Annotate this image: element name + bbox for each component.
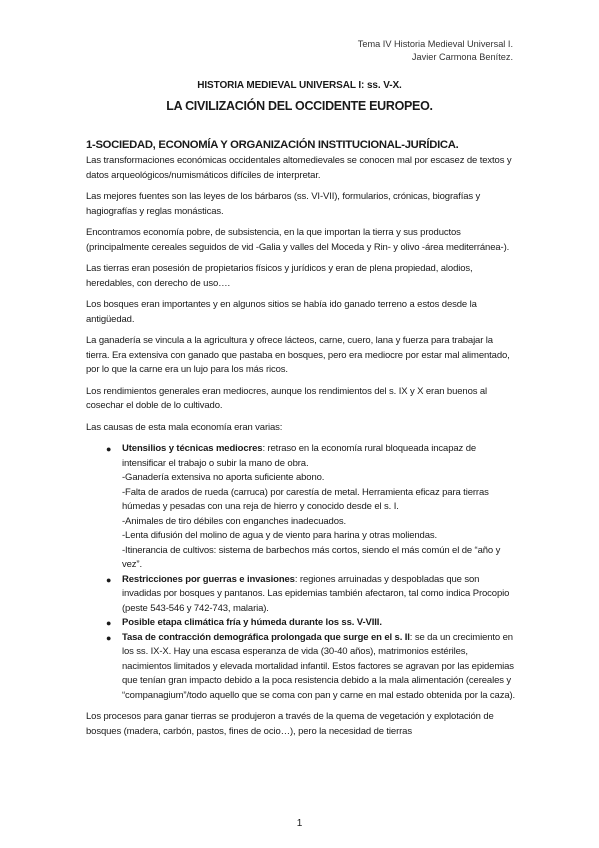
paragraph: Los rendimientos generales eran mediocres, aunque los rendimientos del s. IX y X eran buenos al cosechar el doble de lo cultivado.: [86, 385, 488, 411]
paragraph: Los bosques eran importantes y en algunos sitios se había ido ganado terreno a estos desde la antigüedad.: [86, 299, 477, 325]
paragraph: Las transformaciones económicas occidentales altomedievales se conocen mal por escasez de textos y datos arqueológicos/numismáticos difíciles de interpretar.: [86, 155, 512, 181]
paragraph: Las tierras eran posesión de propietarios físicos y jurídicos y eran de plena propiedad, alodios, heredables, con derecho de uso….: [86, 263, 473, 289]
list-item: [106, 442, 516, 573]
list-item: [106, 573, 516, 617]
list-item-text: .: [379, 617, 382, 628]
bullet-icon: ●: [106, 618, 112, 628]
list-item: [106, 631, 516, 704]
document-body: [86, 154, 516, 746]
list-item-heading: Restricciones por guerras e invasiones: [122, 573, 295, 585]
list-item-text: : retraso en la economía rural bloqueada incapaz de intensificar el trabajo o subir la mano de obra.: [122, 443, 477, 469]
bullet-icon: ●: [106, 632, 112, 643]
header-line-2: Javier Carmona Benítez.: [411, 52, 513, 62]
sub-item: -Lenta difusión del molino de agua y de viento para harina y otras moliendas.: [122, 530, 438, 541]
sub-item: -Falta de arados de rueda (carruca) por carestía de metal. Herramienta eficaz para tierras húmedas y pesadas con una reja de hierro y conocido desde el s. I.: [122, 486, 489, 512]
list-item-heading: Tasa de contracción demográfica prolongada que surge en el s. II: [122, 631, 410, 643]
list-item: [106, 616, 516, 631]
running-header: [358, 38, 513, 64]
bullet-icon: ●: [106, 444, 112, 454]
bullet-icon: ●: [106, 574, 112, 585]
list-item-heading: Posible etapa climática fría y húmeda durante los ss. V-VIII: [122, 617, 380, 628]
paragraph: La ganadería se vincula a la agricultura y ofrece lácteos, carne, cuero, lana y fuerza para trabajar la tierra. Era extensiva con ganado que pastaba en bosques, pero era mediocre por estar mal alimentado, por lo que la carne era un lujo para los más ricos.: [86, 335, 510, 375]
paragraph: Los procesos para ganar tierras se produjeron a través de la quema de vegetación y explotación de bosques (madera, carbón, pastos, fines de ocio…), pero la necesidad de tierras: [86, 711, 494, 737]
sub-item: -Animales de tiro débiles con enganches inadecuados.: [122, 515, 347, 527]
paragraph: Las causas de esta mala economía eran varias:: [86, 421, 283, 433]
list-item-heading: Utensilios y técnicas mediocres: [122, 443, 263, 454]
page-number: 1: [296, 818, 303, 829]
sub-item: -Itinerancia de cultivos: sistema de barbechos más cortos, siendo el más común el de “año y vez”.: [122, 544, 501, 570]
paragraph: Encontramos economía pobre, de subsistencia, en la que importan la tierra y sus productos (principalmente cereales seguidos de vid -Galia y valles del Moceda y Rin- y olivo -área mediterránea-).: [86, 227, 510, 253]
sub-item: -Ganadería extensiva no aporta suficiente abono.: [122, 472, 325, 483]
causes-list: [86, 442, 516, 703]
section-heading: 1-SOCIEDAD, ECONOMÍA Y ORGANIZACIÓN INSTITUCIONAL-JURÍDICA.: [86, 139, 459, 151]
paragraph: Las mejores fuentes son las leyes de los bárbaros (ss. VI-VII), formularios, crónicas, biografías y hagiografías y reglas monásticas.: [86, 191, 481, 217]
list-item-text: : se da un crecimiento en los ss. IX-X. Hay una escasa esperanza de vida (30-40 años), matrimonios estériles, nacimientos limitados y elevada mortalidad infantil. Estos factores se agravan por las epidemias que tenían gran impacto debido a la poca resistencia debido a la mala alimentación (cereales y “companagium”/todo aquello que se coma con pan y carne en mal estado obtenida por la caza).: [122, 631, 516, 701]
list-item-text: : regiones arruinadas y despobladas que son invadidas por bosques y pantanos. Las epidemias también afectaron, tal como indica Procopio (peste 543-546 y 742-743, malaria).: [122, 573, 510, 614]
document-subtitle: LA CIVILIZACIÓN DEL OCCIDENTE EUROPEO.: [166, 99, 433, 113]
document-title: HISTORIA MEDIEVAL UNIVERSAL I: ss. V-X.: [197, 80, 402, 91]
header-line-1: Tema IV Historia Medieval Universal I.: [357, 39, 513, 49]
